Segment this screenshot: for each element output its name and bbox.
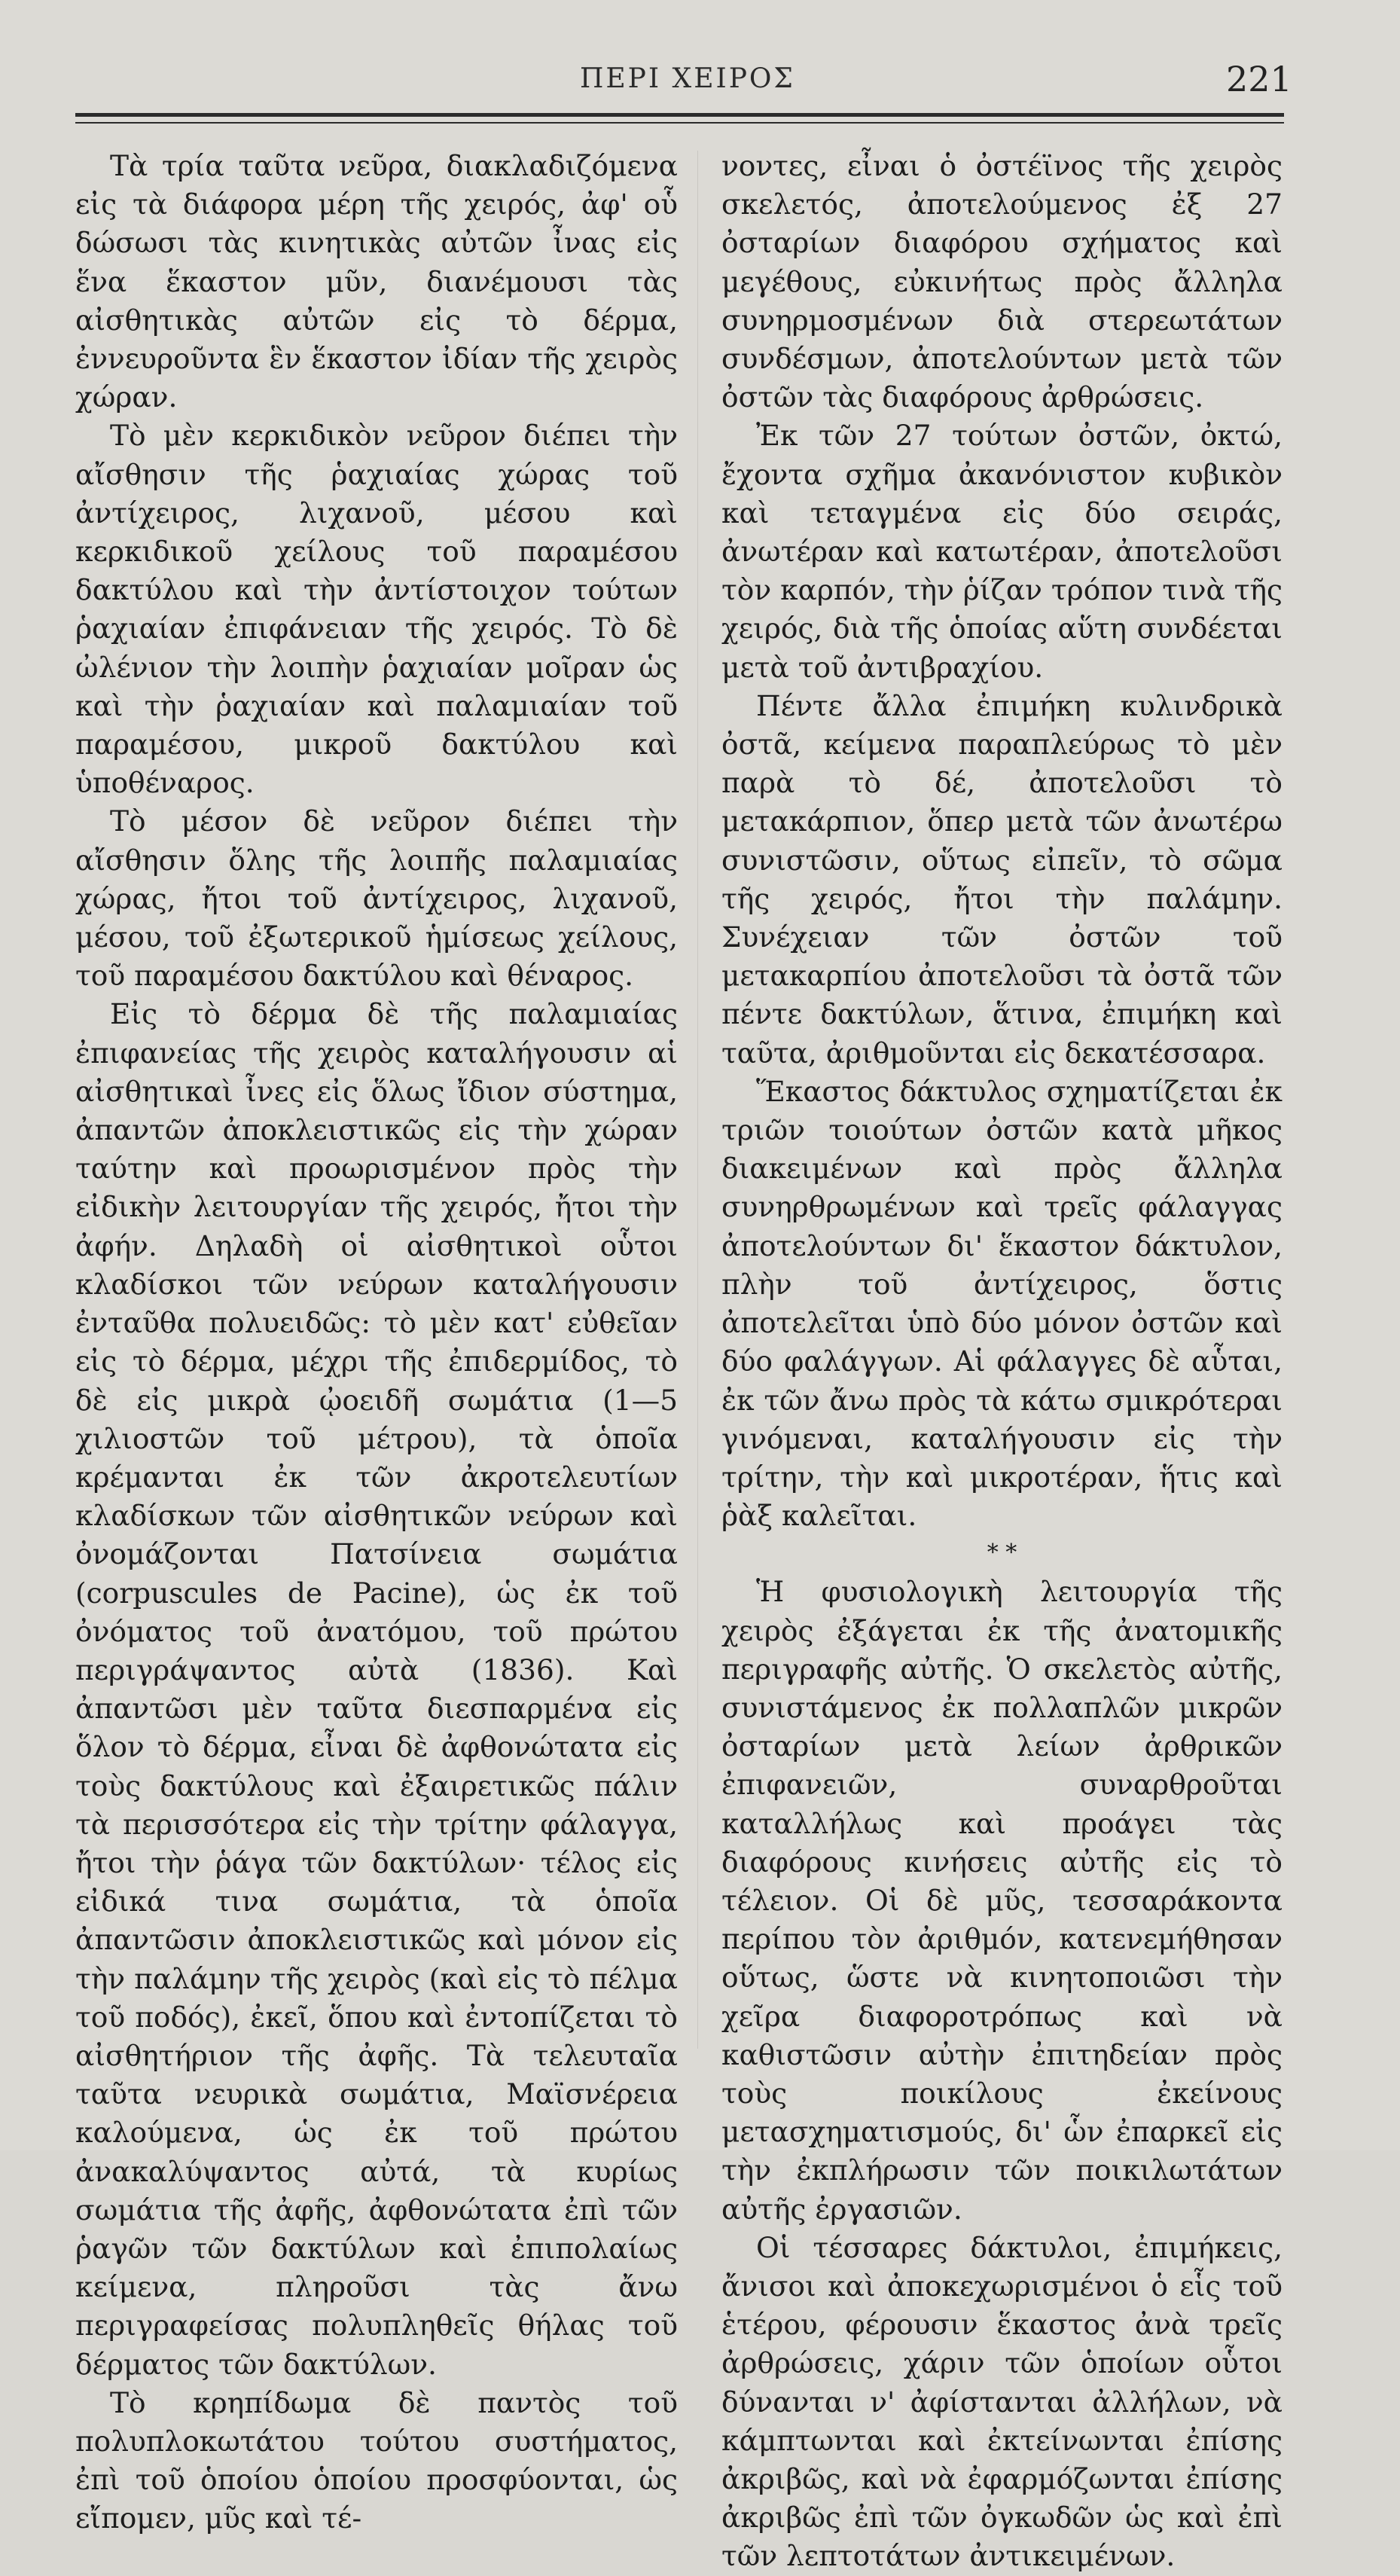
running-head bbox=[0, 59, 1400, 104]
header-rule-thick bbox=[75, 113, 1284, 117]
paragraph: Εἰς τὸ δέρμα δὲ τῆς παλαμιαίας ἐπιφανείας τῆς χειρὸς καταλήγουσιν αἱ αἰσθητικαὶ ἶνες εἰς ὅλως ἴδιον σύστημα, ἀπαντῶν ἀποκλειστικῶς εἰς τὴν χώραν ταύτην καὶ προωρισμένον πρὸς τὴν εἰδικὴν λειτουργίαν τῆς χειρός, ἤτοι τὴν ἀφήν. Δηλαδὴ οἱ αἰσθητικοὶ οὗτοι κλαδίσκοι τῶν νεύρων καταλήγουσιν ἐνταῦθα πολυειδῶς: τὸ μὲν κατ' εὐθεῖαν εἰς τὸ δέρμα, μέχρι τῆς ἐπιδερμίδος, τὸ δὲ εἰς μικρὰ ᾠοειδῆ σωμάτια (1—5 χιλιοστῶν τοῦ μέτρου), τὰ ὁποῖα κρέμανται ἐκ τῶν ἀκροτελευτίων κλαδίσκων τῶν αἰσθητικῶν νεύρων καὶ ὀνομάζονται Πατσίνεια σωμάτια (corpuscules de Pacine), ὡς ἐκ τοῦ ὀνόματος τοῦ ἀνατόμου, τοῦ πρώτου περιγράψαντος αὐτὰ (1836). Καὶ ἀπαντῶσι μὲν ταῦτα διεσπαρμένα εἰς ὅλον τὸ δέρμα, εἶναι δὲ ἀφθονώτατα εἰς τοὺς δακτύλους καὶ ἐξαιρετικῶς πάλιν τὰ περισσότερα εἰς τὴν τρίτην φάλαγγα, ἤτοι τὴν ῥάγα τῶν δακτύλων· τέλος εἰς εἰδικά τινα σωμάτια, τὰ ὁποῖα ἀπαντῶσιν ἀποκλειστικῶς καὶ μόνον εἰς τὴν παλάμην τῆς χειρὸς (καὶ εἰς τὸ πέλμα τοῦ ποδός), ἐκεῖ, ὅπου καὶ ἐντοπίζεται τὸ αἰσθητήριον τῆς ἀφῆς. Τὰ τελευταῖα ταῦτα νευρικὰ σωμάτια, Μαϊσνέρεια καλούμενα, ὡς ἐκ τοῦ πρώτου ἀνακαλύψαντος αὐτά, τὰ κυρίως σωμάτια τῆς ἀφῆς, ἀφθονώτατα ἐπὶ τῶν ῥαγῶν τῶν δακτύλων καὶ ἐπιπολαίως κείμενα, πληροῦσι τὰς ἄνω περιγραφείσας πολυπληθεῖς θήλας τοῦ δέρματος τῶν δακτύλων. bbox=[75, 997, 678, 2381]
paragraph: Τὸ μέσον δὲ νεῦρον διέπει τὴν αἴσθησιν ὅλης τῆς λοιπῆς παλαμιαίας χώρας, ἤτοι τοῦ ἀντίχειρος, λιχανοῦ, μέσου, τοῦ ἐξωτερικοῦ ἡμίσεως χείλους, τοῦ παραμέσου δακτύλου καὶ θέναρος. bbox=[75, 804, 678, 993]
paragraph: Τὸ μὲν κερκιδικὸν νεῦρον διέπει τὴν αἴσθησιν τῆς ῥαχιαίας χώρας τοῦ ἀντίχειρος, λιχανοῦ, μέσου καὶ κερκιδικοῦ χείλους τοῦ παραμέσου δακτύλου καὶ τὴν ἀντίστοιχον τούτων ῥαχιαίαν ἐπιφάνειαν τῆς χειρός. Τὸ δὲ ὠλένιον τὴν λοιπὴν ῥαχιαίαν μοῖραν ὡς καὶ τὴν ῥαχιαίαν καὶ παλαμιαίαν τοῦ παραμέσου, μικροῦ δακτύλου καὶ ὑποθέναρος. bbox=[75, 419, 678, 800]
paragraph-continued: νοντες, εἶναι ὁ ὀστέϊνος τῆς χειρὸς σκελετός, ἀποτελούμενος ἐξ 27 ὀσταρίων διαφόρου σχήματος καὶ μεγέθους, εὐκινήτως πρὸς ἄλληλα συνηρμοσμένων διὰ στερεωτάτων συνδέσμων, ἀποτελούντων μετὰ τῶν ὀστῶν τὰς διαφόρους ἀρθρώσεις. bbox=[721, 149, 1283, 414]
paragraph: Τὰ τρία ταῦτα νεῦρα, διακλαδιζόμενα εἰς τὰ διάφορα μέρη τῆς χειρός, ἀφ' οὗ δώσωσι τὰς κινητικὰς αὐτῶν ἶνας εἰς ἕνα ἕκαστον μῦν, διανέμουσι τὰς αἰσθητικὰς αὐτῶν εἰς τὸ δέρμα, ἐννευροῦντα ἓν ἕκαστον ἰδίαν τῆς χειρὸς χώραν. bbox=[75, 149, 678, 414]
paragraph: Ἐκ τῶν 27 τούτων ὀστῶν, ὀκτώ, ἔχοντα σχῆμα ἀκανόνιστον κυβικὸν καὶ τεταγμένα εἰς δύο σειράς, ἀνωτέραν καὶ κατωτέραν, ἀποτελοῦσι τὸν καρπόν, τὴν ῥίζαν τρόπον τινὰ τῆς χειρός, διὰ τῆς ὁποίας αὕτη συνδέεται μετὰ τοῦ ἀντιβραχίου. bbox=[721, 419, 1283, 684]
paragraph: Ἡ φυσιολογικὴ λειτουργία τῆς χειρὸς ἐξάγεται ἐκ τῆς ἀνατομικῆς περιγραφῆς αὐτῆς. Ὁ σκελετὸς αὐτῆς, συνιστάμενος ἐκ πολλαπλῶν μικρῶν ὀσταρίων μετὰ λείων ἀρθρικῶν ἐπιφανειῶν, συναρθροῦται καταλλήλως καὶ προάγει τὰς διαφόρους κινήσεις αὐτῆς εἰς τὸ τέλειον. Οἱ δὲ μῦς, τεσσαράκοντα περίπου τὸν ἀριθμόν, κατενεμήθησαν οὕτως, ὥστε νὰ κινητοποιῶσι τὴν χεῖρα διαφοροτρόπως καὶ νὰ καθιστῶσιν αὐτὴν ἐπιτηδείαν πρὸς τοὺς ποικίλους ἐκείνους μετασχηματισμούς, δι' ὧν ἐπαρκεῖ εἰς τὴν ἐκπλήρωσιν τῶν ποικιλωτάτων αὐτῆς ἐργασιῶν. bbox=[721, 1575, 1283, 2226]
running-title: ΠΕΡΙ ΧΕΙΡΟΣ bbox=[580, 63, 795, 94]
paragraph: Οἱ τέσσαρες δάκτυλοι, ἐπιμήκεις, ἄνισοι καὶ ἀποκεχωρισμένοι ὁ εἷς τοῦ ἑτέρου, φέρουσιν ἕκαστος ἀνὰ τρεῖς ἀρθρώσεις, χάριν τῶν ὁποίων οὗτοι δύνανται ν' ἀφίστανται ἀλλήλων, νὰ κάμπτωνται καὶ ἐκτείνωνται ἐπίσης ἀκριβῶς, καὶ νὰ ἐφαρμόζωνται ἐπίσης ἀκριβῶς ἐπὶ τῶν ὀγκωδῶν ὡς καὶ ἐπὶ τῶν λεπτοτάτων ἀντικειμένων. bbox=[721, 2230, 1283, 2573]
left-column bbox=[75, 147, 678, 2538]
paragraph: Τὸ κρηπίδωμα δὲ παντὸς τοῦ πολυπλοκωτάτου τούτου συστήματος, ἐπὶ τοῦ ὁποίου ὁποίου προσφύονται, ὡς εἴπομεν, μῦς καὶ τέ- bbox=[75, 2385, 678, 2535]
paragraph: Ἕκαστος δάκτυλος σχηματίζεται ἐκ τριῶν τοιούτων ὀστῶν κατὰ μῆκος διακειμένων καὶ πρὸς ἄλληλα συνηρθρωμένων καὶ τρεῖς φάλαγγας ἀποτελούντων δι' ἕκαστον δάκτυλον, πλὴν τοῦ ἀντίχειρος, ὅστις ἀποτελεῖται ὑπὸ δύο μόνον ὀστῶν καὶ δύο φαλάγγων. Αἱ φάλαγγες δὲ αὗται, ἐκ τῶν ἄνω πρὸς τὰ κάτω σμικρότεραι γινόμεναι, καταλήγουσιν εἰς τὴν τρίτην, τὴν καὶ μικροτέραν, ἥτις καὶ ῥὰξ καλεῖται. bbox=[721, 1074, 1283, 1533]
section-separator: * * bbox=[987, 1540, 1017, 1567]
page-number: 221 bbox=[1226, 59, 1292, 99]
right-column bbox=[721, 147, 1283, 2576]
column-gutter bbox=[697, 151, 698, 2049]
header-rule-thin bbox=[75, 122, 1284, 124]
paragraph: Πέντε ἄλλα ἐπιμήκη κυλινδρικὰ ὀστᾶ, κείμενα παραπλεύρως τὸ μὲν παρὰ τὸ δέ, ἀποτελοῦσι τὸ μετακάρπιον, ὅπερ μετὰ τῶν ἀνωτέρω συνιστῶσιν, οὕτως εἰπεῖν, τὸ σῶμα τῆς χειρός, ἤτοι τὴν παλάμην. Συνέχειαν τῶν ὀστῶν τοῦ μετακαρπίου ἀποτελοῦσι τὰ ὀστᾶ τῶν πέντε δακτύλων, ἅτινα, ἐπιμήκη καὶ ταῦτα, ἀριθμοῦνται εἰς δεκατέσσαρα. bbox=[721, 688, 1283, 1070]
